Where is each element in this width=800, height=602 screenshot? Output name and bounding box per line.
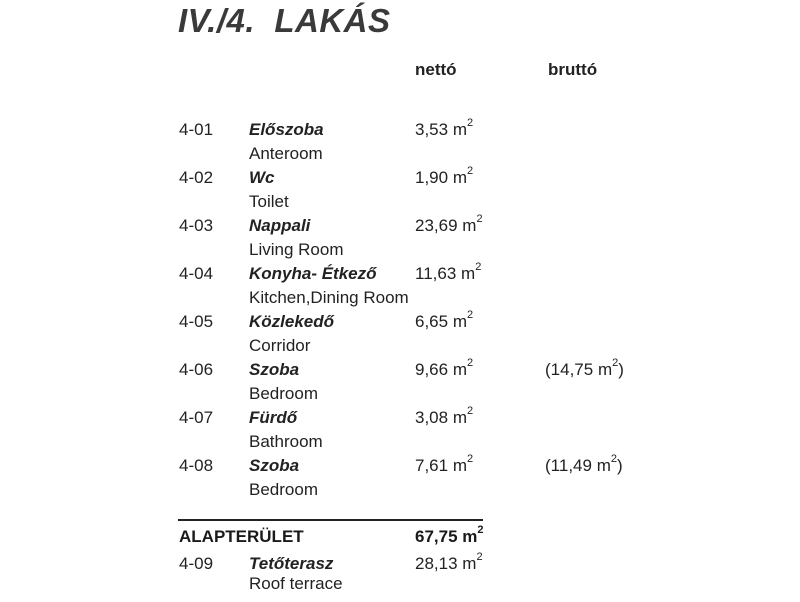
netto-header: nettó — [415, 60, 457, 79]
room-name-en: Toilet — [249, 192, 289, 211]
room-name-en: Living Room — [249, 240, 344, 259]
room-brutto: (11,49 $m^2$) — [545, 453, 623, 475]
room-name-en: Corridor — [249, 336, 311, 355]
room-code: 4-04 — [179, 264, 214, 283]
total-unit-exp: 2 — [477, 524, 484, 536]
room-code: 4-07 — [179, 408, 214, 427]
room-brutto-unit-exp: 2 — [610, 453, 617, 465]
room-code: 4-03 — [179, 216, 214, 235]
room-unit: m — [462, 216, 477, 235]
room-unit-exp: 2 — [467, 165, 474, 177]
total-value — [415, 524, 484, 547]
table-row — [0, 117, 800, 168]
room-netto-value: 1,90 — [415, 168, 449, 187]
room-name-en: Kitchen,Dining Room — [249, 288, 409, 307]
total-number: 67,75 — [415, 527, 458, 546]
terrace-unit-exp: 2 — [476, 551, 483, 563]
room-code: 4-05 — [179, 312, 214, 331]
terrace-row — [0, 551, 800, 602]
room-brutto-unit-exp: 2 — [612, 357, 619, 369]
room-netto-value: 7,61 — [415, 456, 449, 475]
table-row — [0, 213, 800, 264]
table-row — [0, 261, 800, 312]
room-unit-exp: 2 — [467, 117, 474, 129]
room-unit: m — [452, 408, 467, 427]
room-unit: m — [452, 168, 467, 187]
room-unit: m — [452, 456, 467, 475]
room-netto-value: 23,69 — [415, 216, 458, 235]
room-name: Szoba — [249, 360, 300, 379]
table-row — [0, 309, 800, 360]
total-divider — [178, 519, 483, 521]
room-netto — [415, 453, 474, 476]
room-code: 4-02 — [179, 168, 214, 187]
room-netto-value: 6,65 — [415, 312, 449, 331]
room-name: Konyha- Étkező — [249, 264, 377, 283]
table-row — [0, 405, 800, 456]
room-name-en: Bedroom — [249, 480, 318, 499]
room-brutto-unit: m — [597, 360, 613, 379]
terrace-unit: m — [462, 554, 477, 573]
room-name-en: Bedroom — [249, 384, 318, 403]
room-netto-value: 3,53 — [415, 120, 449, 139]
room-name-en: Anteroom — [249, 144, 323, 163]
room-netto — [415, 165, 474, 188]
room-netto-value: 3,08 — [415, 408, 449, 427]
terrace-name: Tetőterasz — [249, 554, 334, 573]
table-row — [0, 165, 800, 216]
room-unit: m — [461, 264, 476, 283]
room-netto — [415, 117, 474, 140]
room-brutto: (14,75 $m^2$) — [545, 357, 624, 379]
room-name: Nappali — [249, 216, 311, 235]
room-netto-value: 9,66 — [415, 360, 449, 379]
room-unit-exp: 2 — [467, 309, 474, 321]
table-row — [0, 357, 800, 408]
brutto-header: bruttó — [548, 60, 598, 79]
terrace-name-en: Roof terrace — [249, 574, 343, 593]
total-label: ALAPTERÜLET — [179, 527, 304, 546]
total-unit: m — [462, 527, 478, 546]
room-unit-exp: 2 — [467, 405, 474, 417]
room-netto — [415, 405, 474, 428]
room-unit: m — [452, 120, 467, 139]
room-name-en: Bathroom — [249, 432, 323, 451]
room-brutto-value: 11,49 — [550, 456, 592, 475]
room-code: 4-08 — [179, 456, 214, 475]
room-netto — [415, 213, 483, 236]
room-name: Előszoba — [249, 120, 324, 139]
room-netto — [415, 309, 474, 332]
room-code: 4-06 — [179, 360, 214, 379]
page-title: IV./4. LAKÁS — [178, 2, 391, 39]
room-netto — [415, 357, 474, 380]
table-row — [0, 453, 800, 504]
room-brutto-unit: m — [596, 456, 611, 475]
room-unit-exp: 2 — [475, 261, 482, 273]
room-netto-value: 11,63 — [415, 264, 457, 283]
room-netto — [415, 261, 482, 284]
room-name: Fürdő — [249, 408, 298, 427]
room-unit-exp: 2 — [467, 357, 474, 369]
terrace-code: 4-09 — [179, 554, 214, 573]
room-unit: m — [452, 312, 467, 331]
terrace-netto-value: 28,13 — [415, 554, 458, 573]
room-name: Közlekedő — [249, 312, 335, 331]
room-code: 4-01 — [179, 120, 214, 139]
room-brutto-value: 14,75 — [550, 360, 594, 379]
room-name: Szoba — [249, 456, 300, 475]
terrace-netto — [415, 551, 483, 574]
room-unit-exp: 2 — [476, 213, 483, 225]
room-name: Wc — [249, 168, 275, 187]
room-unit-exp: 2 — [467, 453, 474, 465]
room-unit: m — [452, 360, 467, 379]
